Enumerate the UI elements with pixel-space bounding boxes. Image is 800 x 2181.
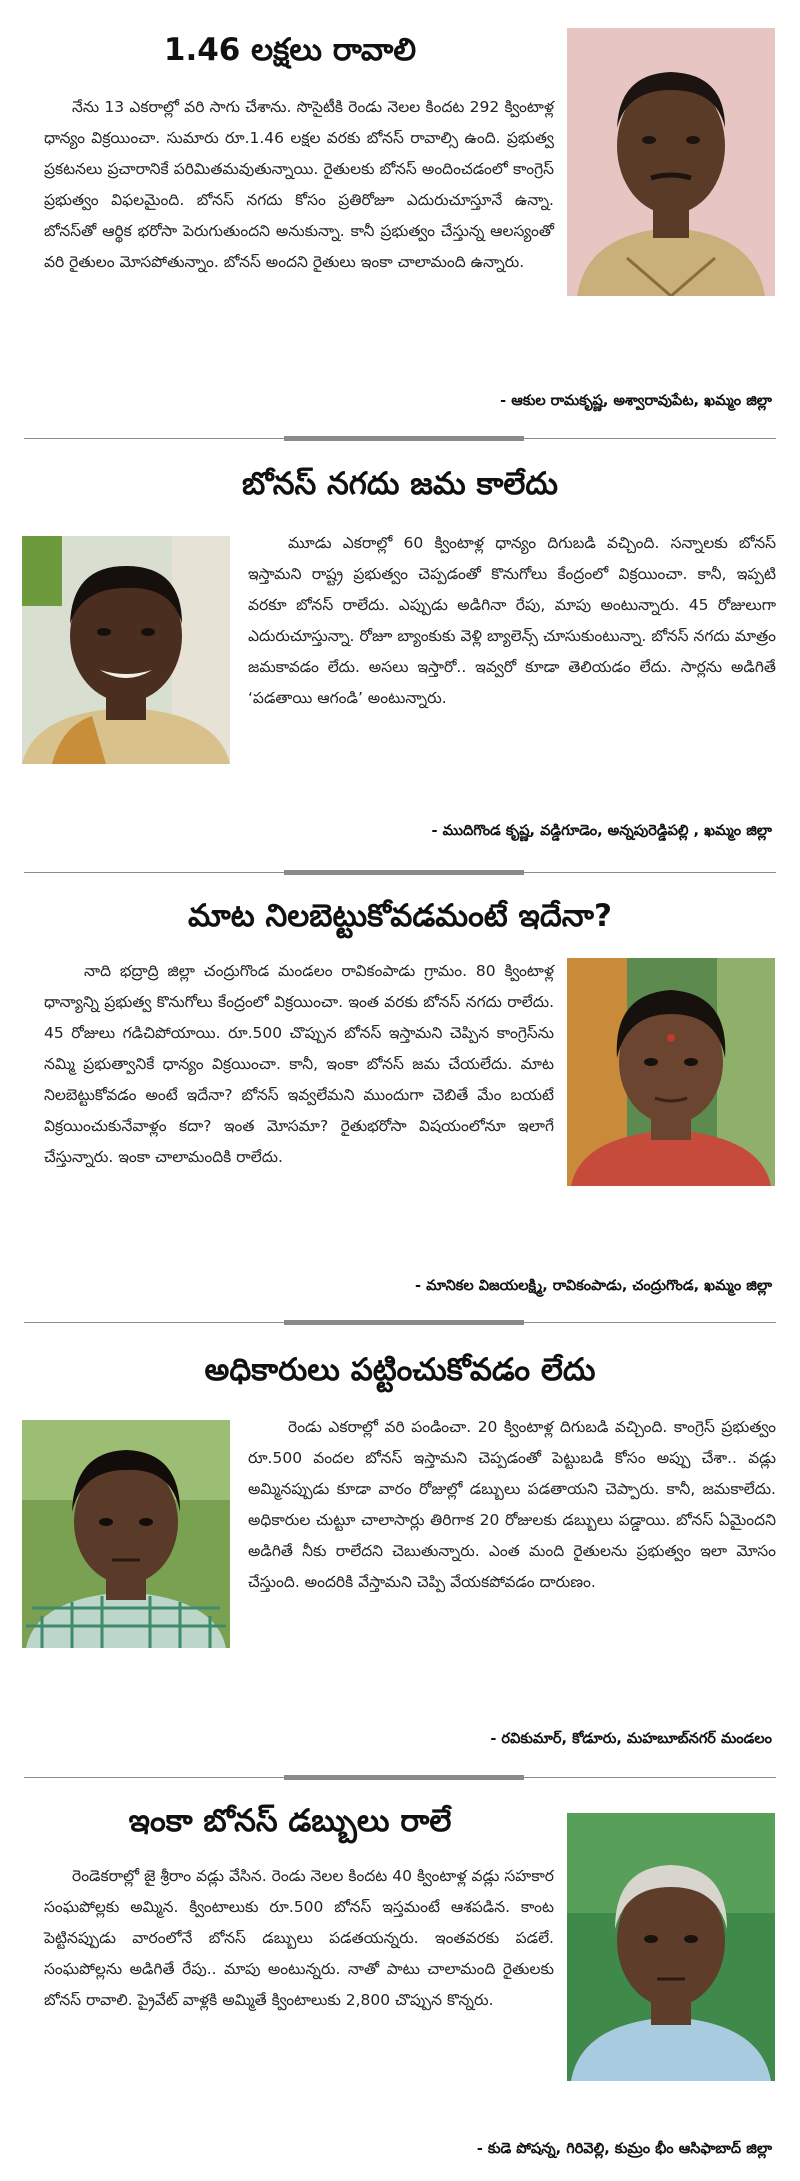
article-2-headline: బోనస్ నగదు జమ కాలేదు xyxy=(242,466,558,502)
article-4-credit: - రవికుమార్, కోడూరు, మహబూబ్‌నగర్ మండలం xyxy=(490,1731,772,1747)
article-1-credit: - ఆకుల రామకృష్ణ, అశ్వారావుపేట, ఖమ్మం జిల్లా xyxy=(500,393,772,409)
article-2-credit: - ముదిగొండ కృష్ణ, వడ్డిగూడెం, అన్నపురెడ్డిపల్లి , ఖమ్మం జిల్లా xyxy=(431,823,772,839)
farmer-portrait-image xyxy=(22,1420,230,1648)
article-3 xyxy=(0,874,800,1320)
article-2-body-text: మూడు ఎకరాల్లో 60 క్వింటాళ్ల ధాన్యం దిగుబడి వచ్చింది. సన్నాలకు బోనస్ ఇస్తామని రాష్ట్ర ప్రభుత్వం చెప్పడంతో కొనుగోలు కేంద్రంలో విక్రయించా. కానీ, ఇప్పటి వరకూ బోనస్ రాలేదు. ఎప్పుడు అడిగినా రేపు, మాపు అంటున్నారు. 45 రోజులుగా ఎదురుచూస్తున్నా. రోజూ బ్యాంకుకు వెళ్లి బ్యాలెన్స్ చూసుకుంటున్నా. బోనస్ నగదు మాత్రం జమకావడం లేదు. అసలు ఇస్తారో.. ఇవ్వరో కూడా తెలియడం లేదు. సార్లను అడిగితే ‘పడతాయి ఆగండి’ అంటున్నారు. xyxy=(248,534,776,707)
farmer-portrait-image xyxy=(567,28,775,296)
article-1-body-text: నేను 13 ఎకరాల్లో వరి సాగు చేశాను. సొసైటీకి రెండు నెలల కిందట 292 క్వింటాళ్ల ధాన్యం విక్రయించా. సుమారు రూ.1.46 లక్షల వరకు బోనస్ రావాల్సి ఉంది. ప్రభుత్వ ప్రకటనలు ప్రచారానికే పరిమితమవుతున్నాయి. రైతులకు బోనస్ అందించడంలో కాంగ్రెస్ ప్రభుత్వం విఫలమైంది. బోనస్ నగదు కోసం ప్రతిరోజూ ఎదురుచూస్తూనే ఉన్నా. బోనస్‌తో ఆర్థిక భరోసా పెరుగుతుందని అనుకున్నా. కానీ ప్రభుత్వం చేస్తున్న ఆలస్యంతో వరి రైతులం మోసపోతున్నాం. బోనస్ అందని రైతులు ఇంకా చాలామంది ఉన్నారు. xyxy=(44,98,554,271)
farmer-portrait-image xyxy=(22,536,230,764)
article-4-body xyxy=(248,1412,776,1598)
article-3-body-text: నాది భద్రాద్రి జిల్లా చంద్రుగొండ మండలం రావికంపాడు గ్రామం. 80 క్వింటాళ్ల ధాన్యాన్ని ప్రభుత్వ కొనుగోలు కేంద్రంలో విక్రయించా. ఇంత వరకు బోనస్ నగదు రాలేదు. 45 రోజులు గడిచిపోయాయి. రూ.500 చొప్పున బోనస్ ఇస్తామని చెప్పిన కాంగ్రెస్‌ను నమ్మి ప్రభుత్వానికే ధాన్యం విక్రయించా. కానీ, ఇంకా బోనస్ జమ చేయలేదు. మాట నిలబెట్టుకోవడం అంటే ఇదేనా? బోనస్ ఇవ్వలేమని ముందుగా చెబితే మేం బయటే విక్రయించుకునేవాళ్లం కదా? ఇంత మోసమా? రైతుభరోసా విషయంలోనూ ఇలాగే చేస్తున్నారు. ఇంకా చాలామందికి రాలేదు. xyxy=(44,962,554,1166)
divider-3 xyxy=(24,1322,776,1323)
article-3-body xyxy=(44,956,554,1173)
article-1-photo xyxy=(567,28,775,296)
farmer-portrait-image xyxy=(567,958,775,1186)
article-3-credit: - మానికల విజయలక్ష్మి, రావికంపాడు, చంద్రుగొండ, ఖమ్మం జిల్లా xyxy=(415,1278,772,1294)
article-2-body xyxy=(248,528,776,714)
article-5-body xyxy=(44,1861,554,2016)
article-1-body xyxy=(44,92,554,278)
article-3-headline: మాట నిలబెట్టుకోవడమంటే ఇదేనా? xyxy=(188,898,612,934)
article-5-photo xyxy=(567,1813,775,2081)
article-4-body-text: రెండు ఎకరాల్లో వరి పండించా. 20 క్వింటాళ్ల దిగుబడి వచ్చింది. కాంగ్రెస్ ప్రభుత్వం రూ.500 వందల బోనస్ ఇస్తామని చెప్పడంతో పెట్టుబడి కోసం అప్పు చేశా.. వడ్లు అమ్మినప్పుడు కూడా వారం రోజుల్లో డబ్బులు పడతాయని చెప్పారు. కానీ, జమకాలేదు. అధికారుల చుట్టూ చాలాసార్లు తిరిగాక 20 రోజులకు డబ్బులు పడ్డాయి. బోనస్ ఏమైందని అడిగితే నీకు రాలేదని చెబుతున్నారు. ఎంత మంది రైతులను ప్రభుత్వం ఇలా మోసం చేస్తుంది. అందరికి వేస్తామని చెప్పి వేయకపోవడం దారుణం. xyxy=(248,1418,776,1591)
article-5-headline: ఇంకా బోనస్ డబ్బులు రాలే xyxy=(128,1803,452,1839)
article-5 xyxy=(0,1779,800,2181)
article-5-credit: - కుడె పోషన్న, గిరివెల్లి, కుమ్రం భీం ఆసిఫాబాద్ జిల్లా xyxy=(476,2141,772,2157)
article-2 xyxy=(0,440,800,870)
farmer-portrait-image xyxy=(567,1813,775,2081)
article-4-headline: అధికారులు పట్టించుకోవడం లేదు xyxy=(204,1352,596,1388)
article-3-photo xyxy=(567,958,775,1186)
article-1 xyxy=(0,0,800,430)
article-4 xyxy=(0,1324,800,1774)
article-1-headline: 1.46 లక్షలు రావాలి xyxy=(163,32,417,68)
article-2-photo xyxy=(22,536,230,764)
divider-4 xyxy=(24,1777,776,1778)
article-5-body-text: రెండెకరాల్లో జై శ్రీరాం వడ్లు వేసిన. రెండు నెలల కిందట 40 క్వింటాళ్ల వడ్లు సహకార సంఘపోల్లకు అమ్మిన. క్వింటాలుకు రూ.500 బోనస్ ఇస్తమంటే ఆశపడిన. కాంట పెట్టినప్పుడు వారంలోనే బోనస్ డబ్బులు పడతయన్నరు. ఇంతవరకు పడలే. సంఘపోల్లను అడిగితే రేపు.. మాపు అంటున్నరు. నాతో పాటు చాలామంది రైతులకు బోనస్ రావాలి. ప్రైవేట్ వాళ్లకి అమ్మితే క్వింటాలుకు 2,800 చొప్పున కొన్నరు. xyxy=(44,1867,554,2009)
divider-1 xyxy=(24,438,776,439)
divider-2 xyxy=(24,872,776,873)
article-4-photo xyxy=(22,1420,230,1648)
